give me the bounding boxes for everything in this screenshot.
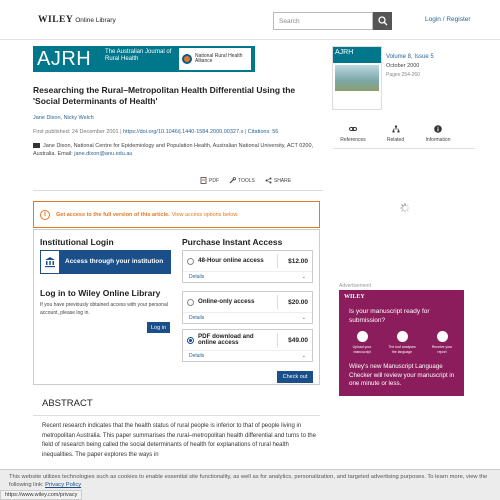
citations-link[interactable]: Citations: 56	[247, 129, 279, 135]
cookie-message: This website utilizes technologies such as cookies to enable essential site functionality, as well as for analytics, personalization, and targeted advertising purposes. To learn more, view the following link:	[9, 474, 488, 488]
link-icon	[349, 125, 357, 133]
status-bar-url: https://www.wiley.com/privacy	[0, 490, 82, 500]
info-icon: i	[40, 210, 50, 220]
ad-step-label: Upload your manuscript	[352, 345, 372, 354]
ad-headline: Is your manuscript ready for submission?	[349, 308, 430, 324]
wiley-logo[interactable]	[38, 14, 116, 25]
partner-logo	[179, 48, 251, 70]
article-authors[interactable]: Jane Dixon, Nicky Welch	[33, 115, 94, 121]
option-label: Online-only access	[198, 297, 255, 305]
cookie-text	[9, 473, 494, 489]
login-register-link[interactable]: Login / Register	[425, 16, 471, 23]
tools-button[interactable]	[229, 177, 255, 184]
ad-step-label: The tool analyses the language	[388, 345, 416, 354]
ad-step	[427, 331, 457, 354]
institution-access-button[interactable]	[40, 250, 171, 274]
chevron-down-icon: ⌄	[301, 274, 306, 280]
top-header	[0, 0, 500, 40]
ad-footer: Wiley's new Manuscript Language Checker will review your manuscript in one minute or less.	[349, 363, 455, 387]
brand-sub: Online Library	[75, 17, 116, 24]
analysis-icon	[397, 331, 408, 342]
option-label: 48-Hour online access	[198, 256, 264, 264]
published-date: First published: 24 December 2001	[33, 129, 119, 135]
purchase-heading: Purchase Instant Access	[182, 237, 283, 247]
ad-steps	[347, 331, 457, 354]
right-tabs	[333, 125, 458, 143]
abstract-text: Recent research indicates that the health status of rural people is inferior to that of people living in metropolitan Australia. This paper summarises the rural–metropolitan health differential and turns to the field of research being called the social determinants of health for explanations of rural health inequalities. The paper explores the ways in	[42, 423, 316, 459]
report-icon	[437, 331, 448, 342]
article-title: Researching the Rural–Metropolitan Health Differential Using the 'Social Determinants of Health'	[33, 85, 296, 106]
purchase-option[interactable]	[182, 329, 313, 362]
search-button[interactable]	[373, 12, 392, 30]
cover-title: AJRH	[333, 47, 381, 63]
details-label: Details	[189, 315, 205, 321]
network-icon	[392, 125, 400, 133]
share-icon	[265, 177, 272, 184]
author-email-link[interactable]: jane.dixon@anu.edu.au	[74, 150, 133, 157]
volume-issue-link[interactable]: Volume 8, Issue 5	[386, 54, 434, 60]
purchase-option[interactable]	[182, 250, 313, 283]
wrench-icon	[229, 177, 236, 184]
option-label: PDF download and online access	[198, 332, 254, 346]
issue-pages: Pages 254-260	[386, 72, 420, 78]
details-label: Details	[189, 274, 205, 280]
partner-logo-icon	[182, 54, 192, 64]
ad-step	[387, 331, 417, 354]
institution-icon	[40, 250, 60, 274]
option-details[interactable]	[183, 312, 312, 323]
access-options-link[interactable]: View access options below.	[171, 211, 239, 218]
search-input[interactable]: Search	[273, 12, 373, 30]
search-icon	[378, 16, 388, 26]
wol-login-text: If you have previously obtained access with your personal account, please log in.	[40, 302, 168, 316]
purchase-option[interactable]	[182, 291, 313, 324]
brand-name: WILEY	[38, 15, 74, 25]
tab-references-label: References	[340, 137, 366, 143]
info-icon	[434, 125, 442, 133]
checkout-button[interactable]: Check out	[277, 371, 313, 383]
share-button[interactable]	[265, 177, 291, 184]
journal-abbr: AJRH	[37, 48, 92, 70]
wol-login-heading: Log in to Wiley Online Library	[40, 288, 161, 298]
upload-icon	[357, 331, 368, 342]
doi-link[interactable]: https://doi.org/10.1046/j.1440-1584.2000.00327.x	[123, 129, 244, 135]
access-notice-text: Get access to the full version of this article.	[56, 211, 170, 218]
radio-button[interactable]	[187, 258, 194, 265]
ad-brand: WILEY	[344, 294, 365, 300]
tools-label: TOOLS	[238, 177, 255, 184]
ad-step-label: Receive your report	[431, 345, 453, 354]
share-label: SHARE	[273, 177, 292, 184]
tab-related-label: Related	[386, 137, 405, 143]
option-details[interactable]	[183, 271, 312, 282]
affiliation-text: Jane Dixon, National Centre for Epidemiology and Population Health, Australian National University, ACT 0200, Australia. Email:	[33, 143, 314, 157]
partner-name: National Rural Health Alliance	[195, 52, 243, 64]
tabs-divider	[333, 148, 475, 149]
option-price: $20.00	[277, 295, 308, 309]
article-tools	[200, 177, 291, 184]
chevron-down-icon: ⌄	[301, 353, 306, 359]
radio-button[interactable]	[187, 299, 194, 306]
ad-step	[347, 331, 377, 354]
tab-information[interactable]	[418, 125, 458, 143]
institution-access-label: Access through your institution	[65, 258, 164, 265]
publication-info: First published: 24 December 2001 | https://doi.org/10.1046/j.1440-1584.2000.00327.x | Citations: 56	[33, 129, 279, 135]
abstract-heading: ABSTRACT	[33, 398, 320, 416]
tab-related[interactable]	[376, 125, 416, 143]
advertisement-label: Advertisement	[339, 283, 371, 289]
cover-image	[335, 65, 379, 91]
chevron-down-icon: ⌄	[301, 315, 306, 321]
tab-information-label: Information	[425, 137, 451, 143]
option-price: $49.00	[277, 333, 308, 347]
option-price: $12.00	[277, 254, 308, 268]
privacy-policy-link[interactable]: Privacy Policy	[45, 482, 82, 488]
details-label: Details	[189, 353, 205, 359]
access-notice	[33, 201, 320, 228]
author-affiliation	[33, 143, 325, 158]
journal-name: The Australian Journal of Rural Health	[105, 49, 172, 62]
log-in-button[interactable]: Log in	[147, 322, 170, 333]
institutional-login-heading: Institutional Login	[40, 237, 114, 247]
loading-spinner-icon	[400, 203, 410, 213]
access-panel	[33, 229, 320, 385]
divider	[33, 190, 323, 191]
option-details[interactable]	[183, 350, 312, 361]
tab-references[interactable]	[333, 125, 373, 143]
issue-date: October 2000	[386, 63, 420, 69]
pdf-icon	[200, 177, 207, 184]
pdf-button[interactable]	[200, 177, 219, 184]
radio-button-selected[interactable]	[187, 337, 194, 344]
pdf-label: PDF	[209, 177, 219, 184]
mail-icon	[33, 143, 40, 148]
journal-cover[interactable]	[332, 46, 382, 110]
advertisement-banner[interactable]	[339, 290, 464, 396]
journal-banner[interactable]	[33, 46, 255, 72]
